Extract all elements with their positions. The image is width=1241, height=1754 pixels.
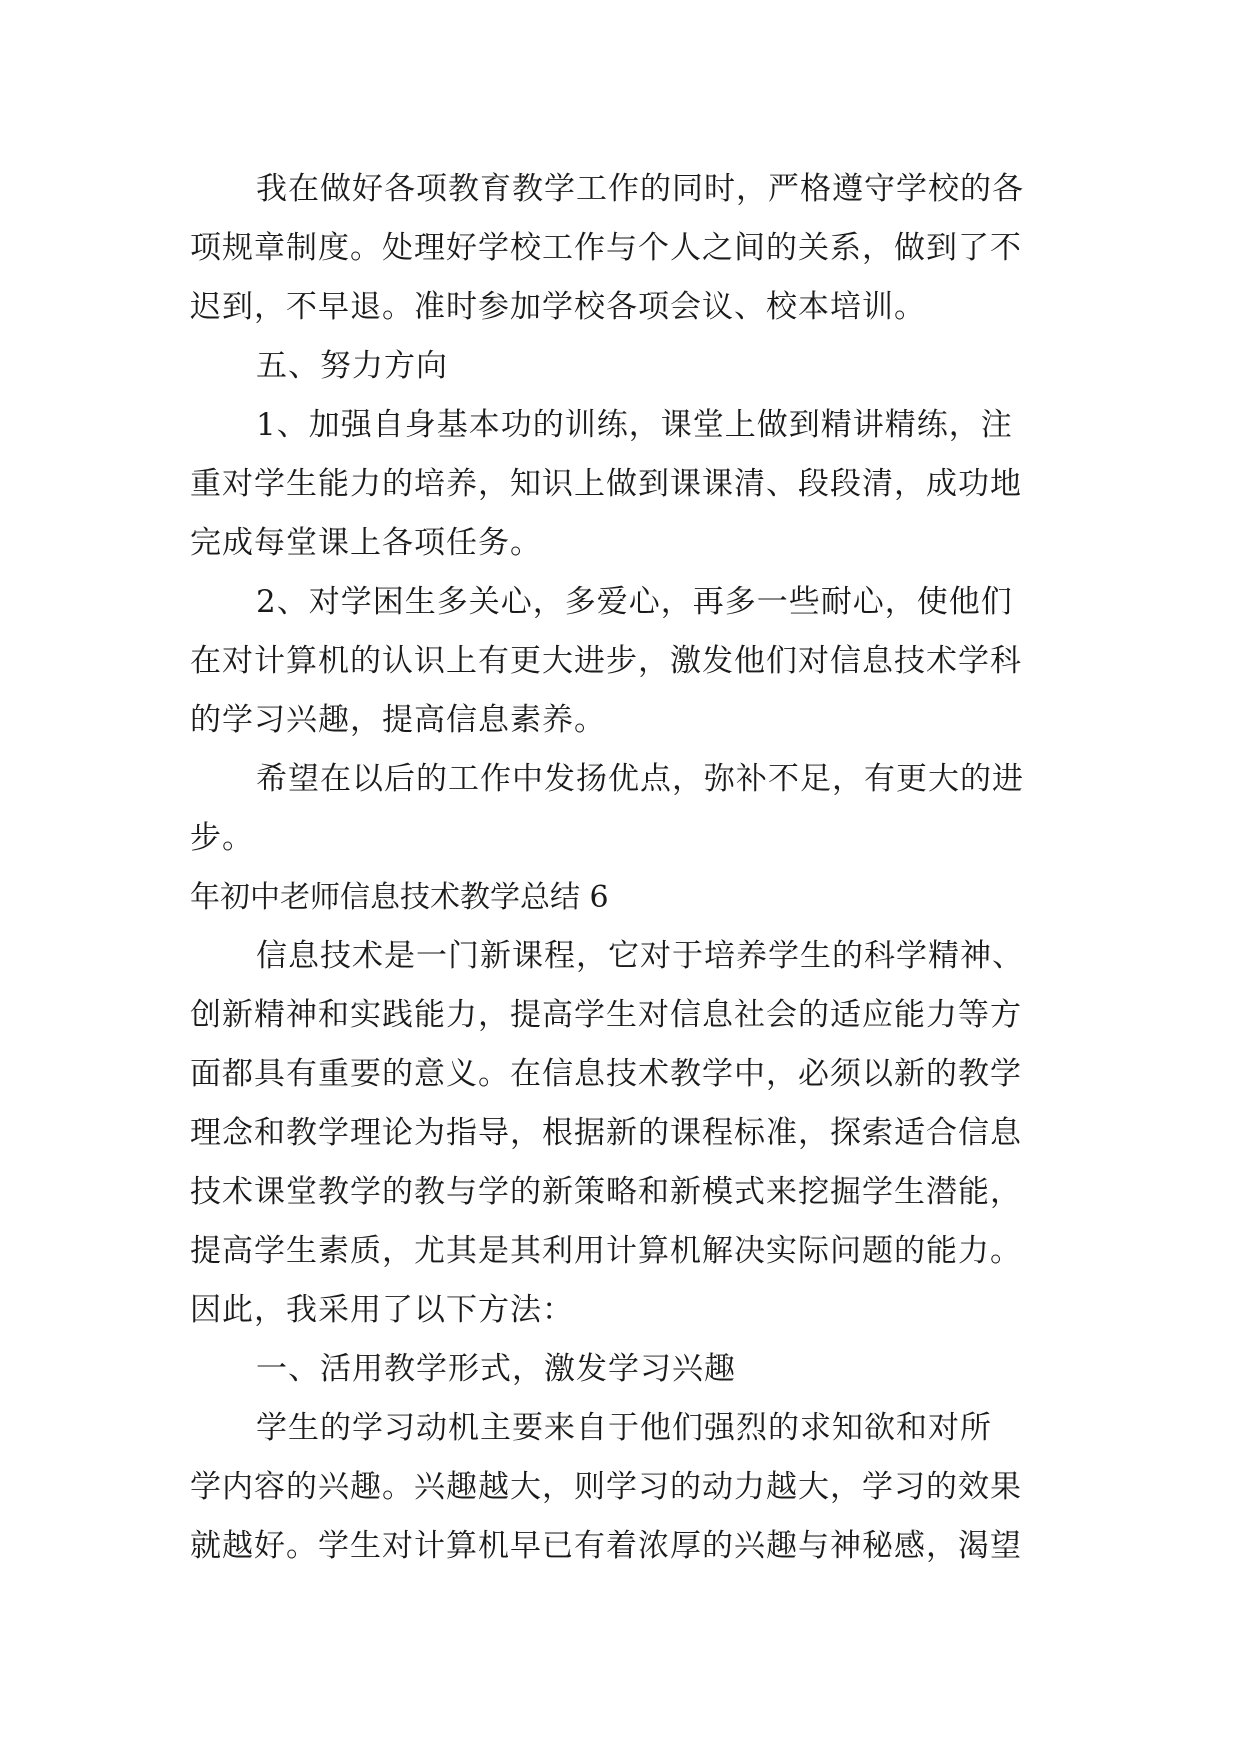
section-heading: 一、活用教学形式，激发学习兴趣 <box>256 1351 736 1387</box>
paragraph-line: 因此，我采用了以下方法： <box>190 1292 574 1328</box>
document-body <box>190 160 1050 1576</box>
paragraph-line: 步。 <box>190 820 254 856</box>
document-heading: 年初中老师信息技术教学总结 6 <box>190 880 609 915</box>
paragraph-line: 技术课堂教学的教与学的新策略和新模式来挖掘学生潜能， <box>190 1174 1022 1210</box>
paragraph-line: 在对计算机的认识上有更大进步，激发他们对信息技术学科 <box>190 643 1022 679</box>
paragraph-line: 的学习兴趣，提高信息素养。 <box>190 702 606 738</box>
paragraph-line: 学内容的兴趣。兴趣越大，则学习的动力越大，学习的效果 <box>190 1469 1022 1505</box>
paragraph-line: 信息技术是一门新课程，它对于培养学生的科学精神、 <box>256 938 1024 974</box>
paragraph-line: 完成每堂课上各项任务。 <box>190 525 542 561</box>
paragraph-line: 我在做好各项教育教学工作的同时，严格遵守学校的各 <box>256 171 1024 207</box>
paragraph-line: 项规章制度。处理好学校工作与个人之间的关系，做到了不 <box>190 230 1022 266</box>
paragraph-line: 创新精神和实践能力，提高学生对信息社会的适应能力等方 <box>190 997 1022 1033</box>
paragraph-line: 1、加强自身基本功的训练，课堂上做到精讲精练，注 <box>256 407 1013 443</box>
paragraph-line: 就越好。学生对计算机早已有着浓厚的兴趣与神秘感，渴望 <box>190 1528 1022 1564</box>
paragraph-line: 理念和教学理论为指导，根据新的课程标准，探索适合信息 <box>190 1115 1022 1151</box>
paragraph-line: 提高学生素质，尤其是其利用计算机解决实际问题的能力。 <box>190 1233 1022 1269</box>
paragraph-line: 希望在以后的工作中发扬优点，弥补不足，有更大的进 <box>256 761 1024 797</box>
paragraph-line: 重对学生能力的培养，知识上做到课课清、段段清，成功地 <box>190 466 1022 502</box>
paragraph-line: 迟到，不早退。准时参加学校各项会议、校本培训。 <box>190 289 926 325</box>
paragraph-line: 面都具有重要的意义。在信息技术教学中，必须以新的教学 <box>190 1056 1022 1092</box>
section-heading: 五、努力方向 <box>256 348 448 384</box>
paragraph-line: 2、对学困生多关心，多爱心，再多一些耐心，使他们 <box>256 584 1013 620</box>
paragraph-line: 学生的学习动机主要来自于他们强烈的求知欲和对所 <box>256 1410 992 1446</box>
